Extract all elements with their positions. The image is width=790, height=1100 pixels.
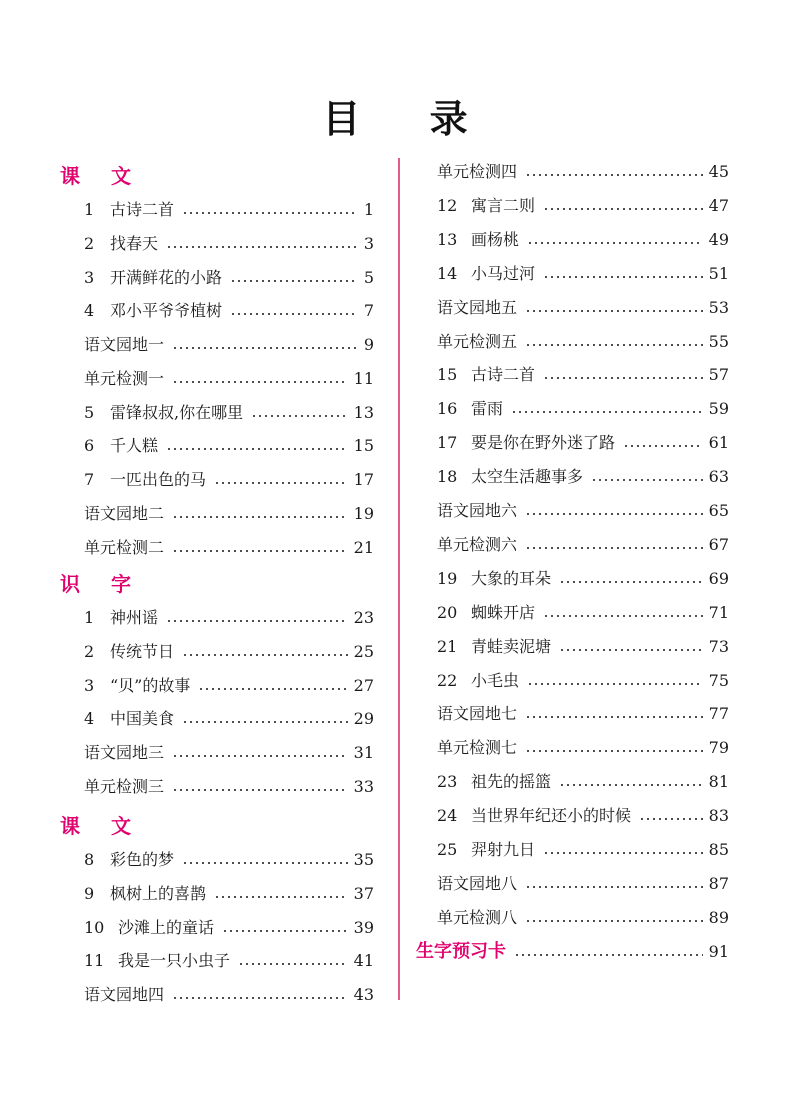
toc-entry-number: 14	[437, 264, 458, 283]
toc-entry[interactable]	[437, 770, 729, 794]
toc-entry[interactable]	[84, 367, 374, 391]
toc-entry-page: 45	[708, 162, 729, 181]
toc-entry-page: 67	[708, 535, 729, 554]
toc-entry-page: 57	[708, 365, 729, 384]
toc-entry[interactable]	[437, 601, 729, 625]
toc-entry-title: 生字预习卡	[416, 941, 506, 962]
section-heading: 课 文	[60, 814, 143, 838]
toc-entry[interactable]	[84, 536, 374, 560]
toc-entry-title: 寓言二则	[471, 196, 536, 215]
toc-entry[interactable]	[437, 363, 729, 387]
toc-entry[interactable]	[84, 266, 374, 290]
toc-entry-page: 19	[353, 504, 374, 523]
toc-entry-page: 83	[708, 806, 729, 825]
toc-entry-title: 单元检测二	[84, 538, 165, 557]
dot-leader	[172, 789, 348, 791]
toc-entry-title: 单元检测五	[437, 332, 518, 351]
dot-leader	[559, 784, 703, 786]
toc-entry[interactable]	[84, 299, 374, 323]
toc-entry-page: 35	[353, 850, 374, 869]
toc-entry-title: 小马过河	[471, 264, 536, 283]
dot-leader	[222, 930, 348, 932]
toc-entry[interactable]	[437, 567, 729, 591]
toc-entry-title: 单元检测七	[437, 738, 518, 757]
toc-entry-page: 7	[363, 301, 374, 320]
dot-leader	[639, 818, 703, 820]
toc-entry[interactable]	[84, 848, 374, 872]
dot-leader	[525, 174, 703, 176]
dot-leader	[527, 242, 703, 244]
dot-leader	[525, 716, 703, 718]
toc-entry-title: 青蛙卖泥塘	[471, 637, 552, 656]
toc-entry-title: 要是你在野外迷了路	[471, 433, 616, 452]
toc-entry-page: 65	[708, 501, 729, 520]
toc-entry[interactable]	[437, 838, 729, 862]
toc-entry-number: 22	[437, 671, 458, 690]
toc-entry-page: 61	[708, 433, 729, 452]
toc-entry-page: 25	[353, 642, 374, 661]
toc-entry-vocab-card[interactable]	[416, 940, 729, 964]
toc-entry-page: 37	[353, 884, 374, 903]
toc-entry-page: 59	[708, 399, 729, 418]
toc-entry-page: 89	[708, 908, 729, 927]
toc-entry-number: 24	[437, 806, 458, 825]
toc-entry[interactable]	[84, 333, 374, 357]
toc-entry-number: 25	[437, 840, 458, 859]
toc-entry[interactable]	[84, 707, 374, 731]
section-heading: 识 字	[60, 572, 143, 596]
column-divider	[398, 158, 400, 1000]
dot-leader	[182, 212, 358, 214]
toc-entry-page: 51	[708, 264, 729, 283]
toc-entry-page: 47	[708, 196, 729, 215]
toc-entry-number: 17	[437, 433, 458, 452]
toc-entry-title: 祖先的摇篮	[471, 772, 552, 791]
toc-entry-title: 找春天	[110, 234, 159, 253]
toc-entry-title: 雷锋叔叔,你在哪里	[110, 403, 244, 422]
toc-entry-page: 49	[708, 230, 729, 249]
toc-entry-number: 20	[437, 603, 458, 622]
toc-entry-page: 69	[708, 569, 729, 588]
toc-entry-title: 单元检测六	[437, 535, 518, 554]
toc-entry[interactable]	[84, 949, 374, 973]
toc-entry-page: 11	[353, 369, 374, 388]
dot-leader	[514, 954, 703, 956]
toc-entry-number: 7	[84, 470, 95, 489]
toc-entry-title: 语文园地四	[84, 985, 165, 1004]
toc-entry[interactable]	[84, 640, 374, 664]
toc-entry-page: 17	[353, 470, 374, 489]
toc-entry[interactable]	[84, 401, 374, 425]
toc-entry-page: 55	[708, 332, 729, 351]
section-heading: 课 文	[60, 164, 143, 188]
dot-leader	[543, 852, 703, 854]
toc-entry[interactable]	[437, 465, 729, 489]
page-title: 目 录	[322, 97, 496, 141]
toc-entry-page: 13	[353, 403, 374, 422]
toc-entry[interactable]	[437, 262, 729, 286]
toc-entry-page: 91	[708, 942, 729, 961]
toc-entry[interactable]	[84, 916, 374, 940]
toc-entry-page: 15	[353, 436, 374, 455]
toc-entry-title: 枫树上的喜鹊	[110, 884, 207, 903]
dot-leader	[182, 721, 348, 723]
toc-entry-title: 画杨桃	[471, 230, 520, 249]
toc-entry-title: 语文园地六	[437, 501, 518, 520]
toc-entry-page: 23	[353, 608, 374, 627]
toc-entry-title: 小毛虫	[471, 671, 520, 690]
toc-entry-page: 81	[708, 772, 729, 791]
toc-entry-title: 当世界年纪还小的时候	[471, 806, 632, 825]
dot-leader	[238, 963, 348, 965]
toc-entry-number: 4	[84, 301, 95, 320]
toc-entry-title: 邓小平爷爷植树	[110, 301, 223, 320]
toc-entry[interactable]	[437, 702, 729, 726]
toc-entry[interactable]	[437, 228, 729, 252]
toc-entry-page: 33	[353, 777, 374, 796]
toc-entry-page: 73	[708, 637, 729, 656]
toc-entry-title: 太空生活趣事多	[471, 467, 584, 486]
toc-entry-number: 1	[84, 200, 95, 219]
toc-entry-number: 12	[437, 196, 458, 215]
dot-leader	[543, 615, 703, 617]
toc-entry[interactable]	[437, 330, 729, 354]
toc-entry[interactable]	[437, 194, 729, 218]
dot-leader	[214, 896, 348, 898]
toc-entry[interactable]	[437, 160, 729, 184]
dot-leader	[525, 547, 703, 549]
toc-entry[interactable]	[437, 296, 729, 320]
dot-leader	[166, 246, 358, 248]
toc-entry[interactable]	[84, 502, 374, 526]
toc-entry-page: 9	[363, 335, 374, 354]
dot-leader	[182, 654, 348, 656]
toc-entry-page: 63	[708, 467, 729, 486]
toc-entry-page: 53	[708, 298, 729, 317]
toc-entry-title: 大象的耳朵	[471, 569, 552, 588]
dot-leader	[559, 649, 703, 651]
toc-entry-title: 羿射九日	[471, 840, 536, 859]
dot-leader	[525, 310, 703, 312]
toc-entry[interactable]	[84, 882, 374, 906]
toc-entry[interactable]	[84, 232, 374, 256]
toc-entry-title: 雷雨	[471, 399, 504, 418]
toc-entry-page: 3	[363, 234, 374, 253]
toc-entry-number: 1	[84, 608, 95, 627]
toc-entry-number: 15	[437, 365, 458, 384]
dot-leader	[166, 448, 348, 450]
dot-leader	[198, 688, 347, 690]
toc-entry-page: 27	[353, 676, 374, 695]
toc-entry-title: 沙滩上的童话	[118, 918, 215, 937]
toc-entry-title: 我是一只小虫子	[118, 951, 231, 970]
toc-entry-title: 语文园地五	[437, 298, 518, 317]
toc-entry[interactable]	[437, 431, 729, 455]
dot-leader	[527, 683, 703, 685]
toc-entry[interactable]	[84, 674, 374, 698]
toc-entry-number: 8	[84, 850, 95, 869]
dot-leader	[511, 411, 703, 413]
toc-entry-page: 75	[708, 671, 729, 690]
toc-entry-number: 3	[84, 676, 95, 695]
toc-entry-page: 43	[353, 985, 374, 1004]
toc-entry[interactable]	[437, 906, 729, 930]
toc-entry-title: 中国美食	[110, 709, 175, 728]
toc-entry-page: 85	[708, 840, 729, 859]
dot-leader	[525, 920, 703, 922]
toc-entry-page: 21	[353, 538, 374, 557]
toc-entry-number: 11	[84, 951, 105, 970]
toc-entry-number: 16	[437, 399, 458, 418]
toc-entry-title: 古诗二首	[110, 200, 175, 219]
toc-entry-number: 13	[437, 230, 458, 249]
toc-entry-title: 单元检测三	[84, 777, 165, 796]
toc-entry-title: 彩色的梦	[110, 850, 175, 869]
toc-entry-title: 蜘蛛开店	[471, 603, 536, 622]
dot-leader	[525, 750, 703, 752]
toc-entry-page: 5	[363, 268, 374, 287]
toc-entry-page: 71	[708, 603, 729, 622]
toc-entry[interactable]	[84, 983, 374, 1007]
dot-leader	[172, 381, 348, 383]
toc-entry[interactable]	[437, 736, 729, 760]
toc-entry[interactable]	[437, 804, 729, 828]
toc-entry-title: 语文园地七	[437, 704, 518, 723]
toc-entry-page: 1	[363, 200, 374, 219]
toc-entry-title: 单元检测一	[84, 369, 165, 388]
toc-entry-number: 21	[437, 637, 458, 656]
dot-leader	[543, 208, 703, 210]
toc-entry-title: 开满鲜花的小路	[110, 268, 223, 287]
toc-entry-title: 单元检测四	[437, 162, 518, 181]
toc-entry-page: 31	[353, 743, 374, 762]
toc-entry[interactable]	[437, 533, 729, 557]
toc-entry-title: 语文园地八	[437, 874, 518, 893]
dot-leader	[230, 313, 358, 315]
toc-entry[interactable]	[84, 606, 374, 630]
toc-entry[interactable]	[84, 468, 374, 492]
dot-leader	[543, 377, 703, 379]
dot-leader	[214, 482, 348, 484]
dot-leader	[182, 862, 348, 864]
toc-entry-number: 5	[84, 403, 95, 422]
dot-leader	[525, 344, 703, 346]
dot-leader	[525, 886, 703, 888]
toc-entry-number: 19	[437, 569, 458, 588]
toc-entry-page: 29	[353, 709, 374, 728]
toc-entry-page: 41	[353, 951, 374, 970]
toc-entry[interactable]	[437, 635, 729, 659]
toc-entry[interactable]	[84, 775, 374, 799]
toc-entry[interactable]	[84, 434, 374, 458]
toc-entry[interactable]	[437, 499, 729, 523]
dot-leader	[230, 280, 358, 282]
dot-leader	[172, 755, 348, 757]
toc-entry-title: 单元检测八	[437, 908, 518, 927]
toc-entry[interactable]	[437, 669, 729, 693]
toc-entry[interactable]	[437, 872, 729, 896]
dot-leader	[591, 479, 703, 481]
toc-entry-number: 6	[84, 436, 95, 455]
toc-entry-number: 2	[84, 234, 95, 253]
dot-leader	[166, 620, 348, 622]
toc-entry-title: 一匹出色的马	[110, 470, 207, 489]
dot-leader	[543, 276, 703, 278]
toc-entry-number: 4	[84, 709, 95, 728]
toc-entry-title: 语文园地三	[84, 743, 165, 762]
dot-leader	[172, 550, 348, 552]
toc-entry-title: 神州谣	[110, 608, 159, 627]
toc-entry-title: 语文园地一	[84, 335, 165, 354]
toc-entry-page: 39	[353, 918, 374, 937]
toc-entry-title: 语文园地二	[84, 504, 165, 523]
toc-entry-number: 18	[437, 467, 458, 486]
toc-entry-title: 古诗二首	[471, 365, 536, 384]
dot-leader	[172, 516, 348, 518]
toc-entry-page: 87	[708, 874, 729, 893]
toc-entry-title: “贝”的故事	[110, 676, 191, 695]
dot-leader	[559, 581, 703, 583]
toc-entry[interactable]	[437, 397, 729, 421]
toc-entry[interactable]	[84, 198, 374, 222]
toc-entry-number: 23	[437, 772, 458, 791]
toc-entry-title: 千人糕	[110, 436, 159, 455]
dot-leader	[623, 445, 703, 447]
toc-entry-title: 传统节日	[110, 642, 175, 661]
dot-leader	[172, 997, 348, 999]
toc-entry[interactable]	[84, 741, 374, 765]
toc-entry-number: 10	[84, 918, 105, 937]
toc-entry-number: 2	[84, 642, 95, 661]
toc-entry-number: 3	[84, 268, 95, 287]
toc-entry-page: 77	[708, 704, 729, 723]
toc-entry-number: 9	[84, 884, 95, 903]
toc-entry-page: 79	[708, 738, 729, 757]
dot-leader	[251, 415, 348, 417]
dot-leader	[172, 347, 358, 349]
dot-leader	[525, 513, 703, 515]
